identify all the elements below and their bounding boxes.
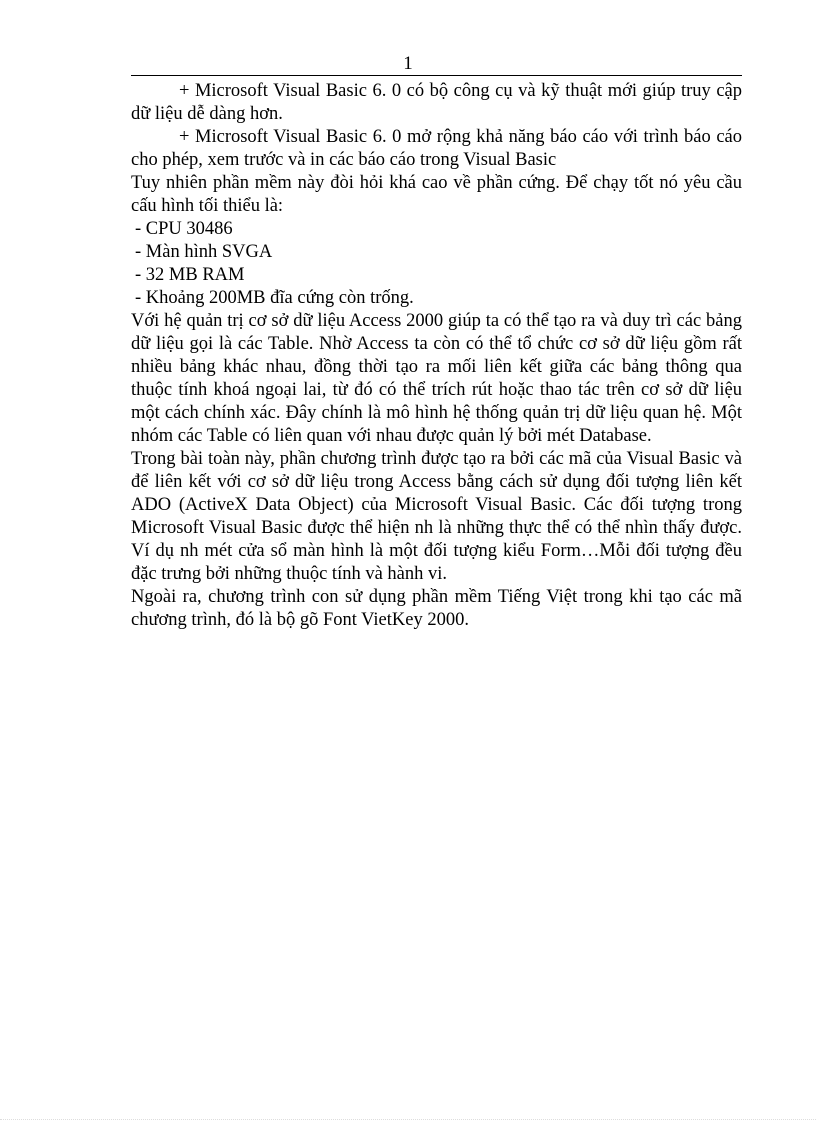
paragraph-access-database: Với hệ quản trị cơ sở dữ liệu Access 2000 giúp ta có thể tạo ra và duy trì các bảng dữ liệu gọi là các Table. Nhờ Access ta còn có thể tổ chức cơ sở dữ liệu gồm rất nhiều bảng khác nhau, đồng thời tạo ra mối liên kết giữa các bảng thông qua thuộc tính khoá ngoại lai, từ đó có thể trích rút hoặc thao tác trên cơ sở dữ liệu một cách chính xác. Đây chính là mô hình hệ thống quản trị dữ liệu quan hệ. Một nhóm các Table có liên quan với nhau được quản lý bởi mét Database. <box>131 311 742 446</box>
paragraph-visual-basic-ado: Trong bài toàn này, phần chương trình được tạo ra bởi các mã của Visual Basic và để liên kết với cơ sở dữ liệu trong Access bằng cách sử dụng đối tượng liên kết ADO (ActiveX Data Object) của Microsoft Visual Basic. Các đối tượng trong Microsoft Visual Basic được thể hiện nh là những thực thể có thể nhìn thấy được. Ví dụ nh mét cửa sổ màn hình là một đối tượng kiểu Form…Mỗi đối tượng đều đặc trưng bởi những thuộc tính và hành vi. <box>131 449 742 584</box>
page-number: 1 <box>403 53 413 74</box>
paragraph-data-access: + Microsoft Visual Basic 6. 0 có bộ công cụ và kỹ thuật mới giúp truy cập dữ liệu dễ dàng hơn. <box>131 81 742 124</box>
paragraph-vietkey: Ngoài ra, chương trình con sử dụng phần mềm Tiếng Việt trong khi tạo các mã chương trình, đó là bộ gõ Font VietKey 2000. <box>131 587 742 630</box>
paragraph-hardware-requirements: Tuy nhiên phần mềm này đòi hỏi khá cao về phần cứng. Để chạy tốt nó yêu cầu cấu hình tối thiểu là: <box>131 173 742 216</box>
page-bottom-edge <box>0 1119 816 1120</box>
list-item-display: - Màn hình SVGA <box>135 242 273 262</box>
page-body <box>131 80 742 632</box>
paragraph-report: + Microsoft Visual Basic 6. 0 mở rộng khả năng báo cáo với trình báo cáo cho phép, xem trước và in các báo cáo trong Visual Basic <box>131 127 742 170</box>
list-item-disk: - Khoảng 200MB đĩa cứng còn trống. <box>135 288 414 308</box>
header-divider <box>131 75 742 76</box>
list-item-cpu: - CPU 30486 <box>135 219 233 239</box>
list-item-ram: - 32 MB RAM <box>135 265 245 285</box>
requirements-list <box>131 218 742 310</box>
